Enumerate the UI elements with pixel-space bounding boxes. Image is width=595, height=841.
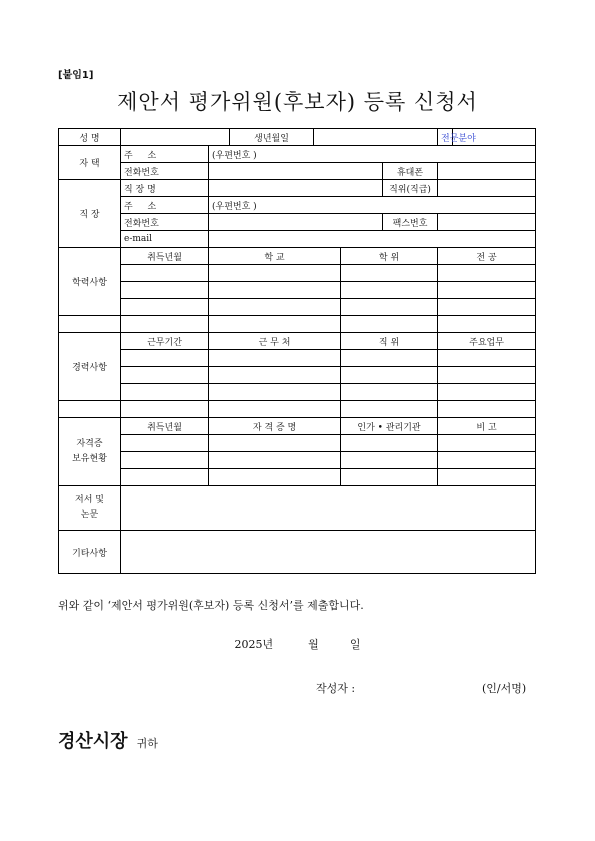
home-phone-row: [59, 163, 536, 180]
license-entry-row: [59, 452, 536, 469]
date-month: 월: [308, 638, 319, 651]
mobile-field[interactable]: [438, 163, 536, 180]
etc-row: [59, 531, 536, 574]
fax-field[interactable]: [438, 214, 536, 231]
edu-cell[interactable]: [438, 265, 536, 282]
career-label: 경력사항: [59, 333, 121, 401]
career-entry-row: [59, 384, 536, 401]
work-phone-label: 전화번호: [121, 214, 209, 231]
papers-label-line1: 저서 및: [75, 495, 104, 505]
license-col-date: 취득년월: [121, 418, 209, 435]
edu-col-date: 취득년월: [121, 248, 209, 265]
name-field[interactable]: [121, 129, 230, 146]
career-entry-row: [59, 350, 536, 367]
position-label: 직위(직급): [383, 180, 438, 197]
work-address-label: 주 소: [121, 197, 209, 214]
license-label: [59, 418, 121, 486]
fax-label: 팩스번호: [383, 214, 438, 231]
license-cell[interactable]: [341, 452, 438, 469]
license-cell[interactable]: [438, 452, 536, 469]
page-title: 제안서 평가위원(후보자) 등록 신청서: [117, 90, 478, 114]
career-cell[interactable]: [438, 367, 536, 384]
workplace-label: 직 장 명: [121, 180, 209, 197]
date-line: [0, 636, 595, 652]
edu-col-degree: 학 위: [341, 248, 438, 265]
mobile-label: 휴대폰: [383, 163, 438, 180]
edu-cell[interactable]: [209, 299, 341, 316]
career-cell[interactable]: [438, 350, 536, 367]
recipient-name: 경산시장: [58, 731, 128, 752]
spacer-cell: [438, 401, 536, 418]
edu-col-major: 전 공: [438, 248, 536, 265]
work-email-row: [59, 231, 536, 248]
career-cell[interactable]: [121, 350, 209, 367]
spacer-cell: [341, 316, 438, 333]
license-cell[interactable]: [121, 469, 209, 486]
papers-label-line2: 논문: [80, 510, 99, 520]
workplace-field[interactable]: [209, 180, 383, 197]
birth-field[interactable]: [314, 129, 438, 146]
spacer-cell: [121, 401, 209, 418]
edu-cell[interactable]: [121, 299, 209, 316]
career-col-duties: 주요업무: [438, 333, 536, 350]
work-address-row: [59, 197, 536, 214]
work-label: 직 장: [59, 180, 121, 248]
birth-label: 생년월일: [230, 129, 314, 146]
spacer-row: [59, 401, 536, 418]
license-cell[interactable]: [121, 435, 209, 452]
spacer-cell: [341, 401, 438, 418]
career-cell[interactable]: [121, 367, 209, 384]
career-col-position: 직 위: [341, 333, 438, 350]
application-form-table: [58, 128, 536, 574]
license-header-row: [59, 418, 536, 435]
spacer-cell: [209, 401, 341, 418]
email-label: e-mail: [121, 231, 209, 248]
edu-cell[interactable]: [438, 282, 536, 299]
recipient: [58, 727, 158, 753]
education-label: 학력사항: [59, 248, 121, 316]
education-entry-row: [59, 265, 536, 282]
home-label: 자 택: [59, 146, 121, 180]
position-field[interactable]: [438, 180, 536, 197]
home-address-row: [59, 146, 536, 163]
work-phone-field[interactable]: [209, 214, 383, 231]
etc-field[interactable]: [121, 531, 536, 574]
career-entry-row: [59, 367, 536, 384]
license-cell[interactable]: [341, 469, 438, 486]
career-cell[interactable]: [438, 384, 536, 401]
education-entry-row: [59, 282, 536, 299]
name-label: 성 명: [59, 129, 121, 146]
spacer-cell: [59, 401, 121, 418]
work-name-row: [59, 180, 536, 197]
license-cell[interactable]: [438, 469, 536, 486]
license-cell[interactable]: [209, 452, 341, 469]
name-row: [59, 129, 536, 146]
education-header-row: [59, 248, 536, 265]
career-cell[interactable]: [209, 384, 341, 401]
license-label-line2: 보유현황: [72, 453, 107, 464]
edu-cell[interactable]: [121, 265, 209, 282]
submission-statement: 위와 같이 ‘제안서 평가위원(후보자) 등록 신청서’를 제출합니다.: [58, 599, 364, 612]
license-cell[interactable]: [209, 435, 341, 452]
etc-label: 기타사항: [59, 531, 121, 574]
license-cell[interactable]: [341, 435, 438, 452]
career-cell[interactable]: [209, 350, 341, 367]
edu-cell[interactable]: [341, 282, 438, 299]
edu-cell[interactable]: [341, 265, 438, 282]
license-col-note: 비 고: [438, 418, 536, 435]
edu-col-school: 학 교: [209, 248, 341, 265]
career-cell[interactable]: [121, 384, 209, 401]
license-col-issuer: 인가 • 관리기관: [341, 418, 438, 435]
spacer-cell: [59, 316, 121, 333]
license-entry-row: [59, 469, 536, 486]
license-entry-row: [59, 435, 536, 452]
career-cell[interactable]: [209, 367, 341, 384]
email-field[interactable]: [209, 231, 536, 248]
work-phone-row: [59, 214, 536, 231]
author-label: 작성자 :: [316, 682, 356, 695]
date-day: 일: [349, 638, 361, 651]
license-col-name: 자 격 증 명: [209, 418, 341, 435]
home-address-label: 주 소: [121, 146, 209, 163]
license-label-line1: 자격증: [76, 438, 103, 449]
edu-cell[interactable]: [341, 299, 438, 316]
spacer-cell: [438, 316, 536, 333]
recipient-honorific: 귀하: [136, 737, 158, 750]
attachment-label: [붙임1]: [58, 70, 94, 81]
career-col-period: 근무기간: [121, 333, 209, 350]
education-entry-row: [59, 299, 536, 316]
date-year: 2025년: [234, 638, 274, 651]
career-cell[interactable]: [341, 384, 438, 401]
edu-cell[interactable]: [209, 265, 341, 282]
papers-field[interactable]: [121, 486, 536, 531]
home-phone-field[interactable]: [209, 163, 383, 180]
career-cell[interactable]: [341, 367, 438, 384]
home-address-field[interactable]: (우편번호 ): [209, 146, 536, 163]
edu-cell[interactable]: [209, 282, 341, 299]
spacer-cell: [209, 316, 341, 333]
career-cell[interactable]: [341, 350, 438, 367]
seal-label: (인/서명): [482, 682, 527, 695]
license-cell[interactable]: [438, 435, 536, 452]
spacer-row: [59, 316, 536, 333]
expertise-label-text: 전문분야: [441, 133, 476, 144]
expertise-label: [438, 129, 476, 146]
edu-cell[interactable]: [438, 299, 536, 316]
home-phone-label: 전화번호: [121, 163, 209, 180]
edu-cell[interactable]: [121, 282, 209, 299]
career-col-workplace: 근 무 처: [209, 333, 341, 350]
spacer-cell: [121, 316, 209, 333]
career-header-row: [59, 333, 536, 350]
license-cell[interactable]: [209, 469, 341, 486]
work-address-field[interactable]: (우편번호 ): [209, 197, 536, 214]
license-cell[interactable]: [121, 452, 209, 469]
papers-label: [59, 486, 121, 531]
papers-row: [59, 486, 536, 531]
